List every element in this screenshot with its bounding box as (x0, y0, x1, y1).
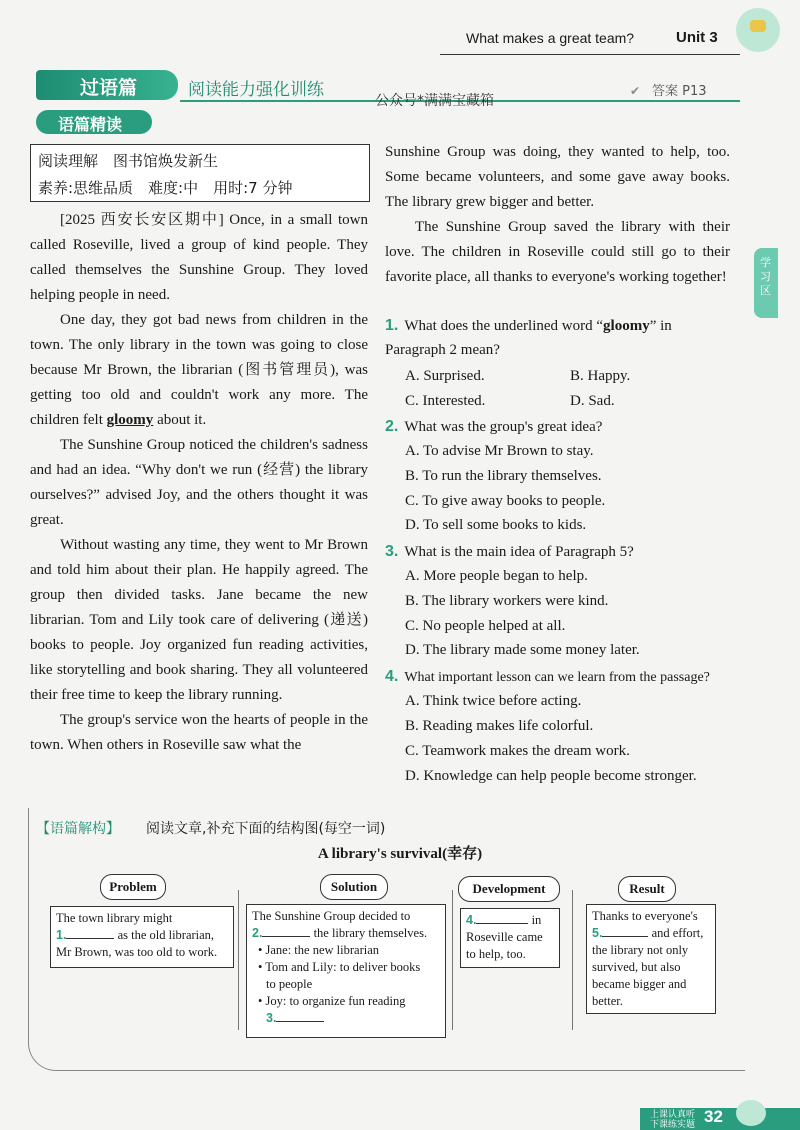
question-stem: What was the group's great idea? (404, 419, 603, 435)
blank-number: 4. (466, 913, 477, 927)
answer-blank-4[interactable] (476, 923, 528, 924)
solution-bullet: • Joy: to organize fun reading (258, 994, 406, 1008)
paragraph-5-start: The group's service won the hearts of people in the town. When others in Roseville saw what the (30, 712, 368, 753)
question-stem: What important lesson can we learn from the passage? (404, 670, 710, 685)
question-3 (385, 540, 634, 564)
answer-blank-1[interactable] (66, 938, 114, 939)
problem-box (50, 906, 234, 968)
solution-bullet-cont: to people (266, 977, 313, 991)
solution-heading: Solution (320, 874, 388, 900)
column-divider (572, 890, 573, 1030)
page-number: 32 (704, 1107, 723, 1126)
solution-text: the library themselves. (310, 926, 428, 940)
option-4d[interactable]: D. Knowledge can help people become stronger. (405, 768, 697, 784)
banner-subtitle: 阅读能力强化训练 (188, 80, 324, 100)
problem-heading: Problem (100, 874, 166, 900)
development-text: to help, too. (466, 947, 526, 961)
structure-label: 【语篇解构】 (36, 821, 120, 837)
section-tag-label: 语篇精读 (58, 115, 123, 134)
column-divider (238, 890, 239, 1030)
option-1c[interactable]: C. Interested. (405, 393, 486, 409)
question-stem-end: ” in Paragraph 2 mean? (385, 318, 672, 358)
option-4c[interactable]: C. Teamwork makes the dream work. (405, 743, 630, 759)
question-4 (385, 665, 710, 690)
footer-slogan (650, 1110, 695, 1130)
mascot-glasses-icon (750, 20, 766, 32)
banner-title: 过语篇 (80, 77, 138, 99)
option-2b[interactable]: B. To run the library themselves. (405, 468, 602, 484)
option-2d[interactable]: D. To sell some books to kids. (405, 517, 587, 533)
answer-blank-5[interactable] (602, 936, 648, 937)
blank-number: 3. (266, 1011, 277, 1025)
side-tab-label: 学习区 (760, 256, 771, 297)
blank-number: 5. (592, 926, 603, 940)
result-text: became bigger and (592, 977, 687, 991)
result-text: the library not only (592, 943, 689, 957)
paragraph-1: [2025 西安长安区期中] Once, in a small town called Roseville, lived a group of kind people. They called themselves the Sunshine Group. They loved helping people in need. (30, 212, 368, 303)
development-box (460, 908, 560, 968)
column-divider (452, 890, 453, 1030)
underlined-word: gloomy (106, 412, 154, 428)
question-number: 1. (385, 317, 399, 334)
question-2 (385, 415, 602, 439)
option-2a[interactable]: A. To advise Mr Brown to stay. (405, 443, 594, 459)
problem-text: Mr Brown, was too old to work. (56, 945, 218, 959)
result-text: and effort, (648, 926, 704, 940)
question-number: 3. (385, 543, 399, 560)
paragraph-2 (30, 308, 368, 433)
development-heading: Development (458, 876, 560, 902)
structure-title: A library's survival(幸存) (317, 846, 483, 862)
question-1 (385, 314, 735, 362)
problem-text: The town library might (56, 911, 173, 925)
result-box (586, 904, 716, 1014)
watermark-text: 公众号*满满宝藏箱 (375, 93, 494, 109)
result-heading: Result (618, 876, 676, 902)
paragraph-4: Without wasting any time, they went to Mr Brown and told him about their plan. He happily agreed. The group then divided tasks. Jane became the new librarian. Tom and Lily took care of delivering (递送) books to people. Joy organized fun reading activities, like storytelling and book sharing. They all volunteered their free time to keep the library running. (30, 537, 368, 703)
result-blank-line (592, 925, 710, 942)
option-1b[interactable]: B. Happy. (570, 368, 631, 384)
option-3d[interactable]: D. The library made some money later. (405, 642, 640, 658)
problem-text: as the old librarian, (114, 928, 215, 942)
answer-reference: 答案 P13 (652, 84, 707, 99)
unit-label: Unit 3 (676, 29, 718, 46)
question-keyword: gloomy (603, 318, 650, 334)
blank-number: 1. (56, 928, 67, 942)
answer-blank-2[interactable] (262, 936, 310, 937)
development-text: Roseville came (466, 930, 543, 944)
paragraph-2-text: One day, they got bad news from children in the town. The only library in the town was going to close because Mr Brown, the librarian (图书管理员), was getting too old and couldn't work any more. The children felt (30, 312, 368, 428)
option-3b[interactable]: B. The library workers were kind. (405, 593, 609, 609)
question-stem: What is the main idea of Paragraph 5? (404, 544, 634, 560)
solution-bullet: • Jane: the new librarian (258, 943, 379, 957)
info-meta: 素养:思维品质 难度:中 用时:7 分钟 (38, 179, 293, 197)
check-icon: ✔ (630, 84, 641, 98)
development-text: in (528, 913, 542, 927)
footer-slogan-line: 下课练实题 (650, 1120, 696, 1130)
result-text: better. (592, 994, 623, 1008)
solution-blank-line (252, 925, 440, 942)
question-number: 4. (385, 668, 399, 685)
option-4a[interactable]: A. Think twice before acting. (405, 693, 582, 709)
passage-right-column (385, 140, 730, 290)
passage-left-column (30, 208, 368, 758)
paragraph-2-end: about it. (153, 412, 207, 428)
unit-topic: What makes a great team? (466, 30, 635, 46)
option-2c[interactable]: C. To give away books to people. (405, 493, 606, 509)
option-3c[interactable]: C. No people helped at all. (405, 618, 566, 634)
info-title: 阅读理解 图书馆焕发新生 (38, 152, 219, 170)
result-text: survived, but also (592, 960, 681, 974)
footer-slogan-line: 上课认真听 (650, 1110, 696, 1120)
option-1d[interactable]: D. Sad. (570, 393, 615, 409)
mascot-icon (736, 1100, 766, 1126)
paragraph-5-end: Sunshine Group was doing, they wanted to help, too. Some became volunteers, and some gave away books. The library grew bigger and better. (385, 144, 730, 210)
blank-number: 2. (252, 926, 263, 940)
problem-blank-line (56, 927, 228, 944)
development-blank-line (466, 912, 554, 929)
solution-box (246, 904, 446, 1038)
option-3a[interactable]: A. More people began to help. (405, 568, 588, 584)
result-text: Thanks to everyone's (592, 909, 698, 923)
solution-text: The Sunshine Group decided to (252, 909, 411, 923)
question-number: 2. (385, 418, 399, 435)
option-4b[interactable]: B. Reading makes life colorful. (405, 718, 594, 734)
question-stem: What does the underlined word “ (404, 318, 604, 334)
structure-instruction: 阅读文章,补充下面的结构图(每空一词) (146, 821, 386, 837)
option-1a[interactable]: A. Surprised. (405, 368, 485, 384)
solution-blank-line (252, 1010, 440, 1027)
answer-blank-3[interactable] (276, 1021, 324, 1022)
header-rule (440, 54, 740, 55)
solution-bullet: • Tom and Lily: to deliver books (258, 960, 421, 974)
paragraph-6: The Sunshine Group saved the library with their love. The children in Roseville could still go to their favorite place, all thanks to everyone's working together! (385, 219, 730, 285)
paragraph-3: The Sunshine Group noticed the children's sadness and had an idea. “Why don't we run (经营) the library ourselves?” advised Joy, and the others thought it was great. (30, 437, 368, 528)
